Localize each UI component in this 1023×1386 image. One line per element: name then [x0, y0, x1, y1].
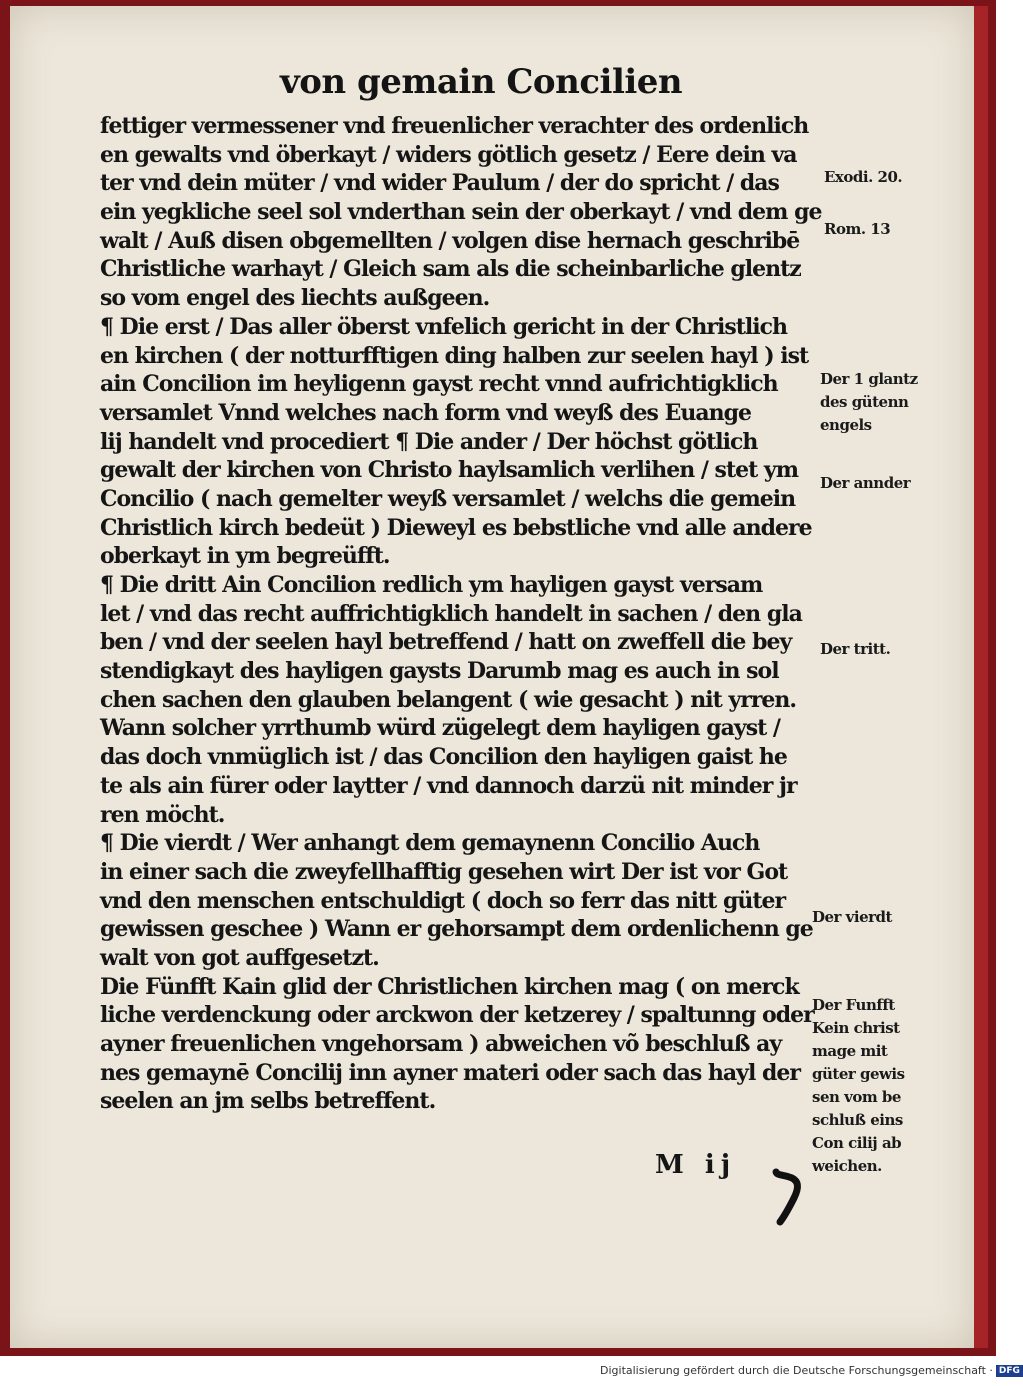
running-header: von gemain Concilien — [280, 62, 683, 102]
text-line: te als ain fürer oder laytter / vnd dannoch darzü nit minder jr — [100, 772, 797, 799]
text-line: ben / vnd der seelen hayl betreffend / hatt on zweffell die bey — [100, 629, 792, 656]
text-line: Die Fünfft Kain glid der Christlichen kirchen mag ( on merck — [100, 973, 799, 1000]
margin-note-line: engels — [820, 416, 872, 434]
text-line: walt von got auffgesetzt. — [100, 944, 379, 971]
text-line: vnd den menschen entschuldigt ( doch so ferr das nitt güter — [100, 887, 786, 914]
text-line: gewissen geschee ) Wann er gehorsampt dem ordenlichenn ge — [100, 916, 813, 943]
text-line: nes gemaynē Concilij inn ayner materi oder sach das hayl der — [100, 1059, 800, 1086]
text-line: liche verdenckung oder arckwon der ketzerey / spaltunng oder — [100, 1002, 814, 1029]
margin-note-line: weichen. — [812, 1157, 882, 1175]
text-line: ren möcht. — [100, 801, 225, 828]
footer-text: Digitalisierung gefördert durch die Deutsche Forschungsgemeinschaft · — [600, 1364, 993, 1377]
margin-note-line: mage mit — [812, 1042, 888, 1060]
text-line: en gewalts vnd öberkayt / widers götlich gesetz / Eere dein va — [100, 141, 797, 168]
margin-note-line: güter gewis — [812, 1065, 905, 1083]
signature-mark: M ij — [655, 1150, 737, 1180]
text-line: in einer sach die zweyfellhafftig gesehen wirt Der ist vor Got — [100, 858, 788, 885]
text-line: ¶ Die erst / Das aller öberst vnfelich gericht in der Christlich — [100, 313, 787, 340]
text-line: chen sachen den glauben belangent ( wie gesacht ) nit yrren. — [100, 686, 797, 713]
digitization-footer — [600, 1364, 1020, 1377]
dfg-logo-icon: DFG — [996, 1365, 1023, 1377]
text-line: lij handelt vnd procediert ¶ Die ander / Der höchst götlich — [100, 428, 758, 455]
margin-note-tritt: Der tritt. — [820, 640, 891, 658]
text-line: Christliche warhayt / Gleich sam als die scheinbarliche glentz — [100, 256, 801, 283]
text-line: let / vnd das recht auffrichtigklich handelt in sachen / den gla — [100, 600, 802, 627]
margin-note-line: Der 1 glantz — [820, 370, 918, 388]
text-line: stendigkayt des hayligen gaysts Darumb mag es auch in sol — [100, 658, 779, 685]
text-line: walt / Auß disen obgemellten / volgen dise hernach geschribē — [100, 227, 800, 254]
text-line: Concilio ( nach gemelter weyß versamlet / welchs die gemein — [100, 485, 796, 512]
text-line: en kirchen ( der notturfftigen ding halben zur seelen hayl ) ist — [100, 342, 809, 369]
text-line: oberkayt in ym begreüfft. — [100, 543, 390, 570]
text-line: versamlet Vnnd welches nach form vnd weyß des Euange — [100, 399, 751, 426]
margin-note-andere: Der annder — [820, 474, 911, 492]
text-line: ter vnd dein müter / vnd wider Paulum / der do spricht / das — [100, 170, 779, 197]
margin-note-line: des gütenn — [820, 393, 909, 411]
margin-note-line: schluß eins — [812, 1111, 903, 1129]
page-edge — [974, 6, 988, 1348]
text-line: ¶ Die dritt Ain Concilion redlich ym hayligen gayst versam — [100, 572, 763, 598]
margin-note-vierdt: Der vierdt — [812, 908, 892, 926]
margin-note-exodi: Exodi. 20. — [824, 168, 903, 186]
margin-note-fuenfft — [812, 994, 905, 1178]
margin-note-line: Der Funfft — [812, 996, 895, 1014]
text-line: Wann solcher yrrthumb würd zügelegt dem hayligen gayst / — [100, 715, 780, 742]
text-line: fettiger vermessener vnd freuenlicher verachter des ordenlich — [100, 113, 809, 139]
text-line: ¶ Die vierdt / Wer anhangt dem gemaynenn Concilio Auch — [100, 830, 760, 857]
text-line: das doch vnmüglich ist / das Concilion den hayligen gaist he — [100, 744, 787, 771]
main-text-block — [100, 112, 822, 1116]
margin-note-line: sen vom be — [812, 1088, 901, 1106]
margin-note-line: Kein christ — [812, 1019, 900, 1037]
text-line: ein yegkliche seel sol vnderthan sein der oberkayt / vnd dem ge — [100, 199, 822, 226]
text-line: so vom engel des liechts außgeen. — [100, 285, 490, 312]
margin-note-line: Con cilij ab — [812, 1134, 902, 1152]
text-line: ain Concilion im heyligenn gayst recht vnnd aufrichtigklich — [100, 371, 778, 398]
text-line: ayner freuenlichen vngehorsam ) abweichen võ beschluß ay — [100, 1031, 782, 1057]
text-line: Christlich kirch bedeüt ) Dieweyl es bebstliche vnd alle andere — [100, 514, 812, 541]
ink-stroke-icon — [770, 1168, 810, 1228]
text-line: seelen an jm selbs betreffent. — [100, 1088, 436, 1115]
margin-note-rom: Rom. 13 — [824, 220, 891, 238]
text-line: gewalt der kirchen von Christo haylsamlich verlihen / stet ym — [100, 457, 798, 484]
margin-note-glantz — [820, 368, 918, 437]
